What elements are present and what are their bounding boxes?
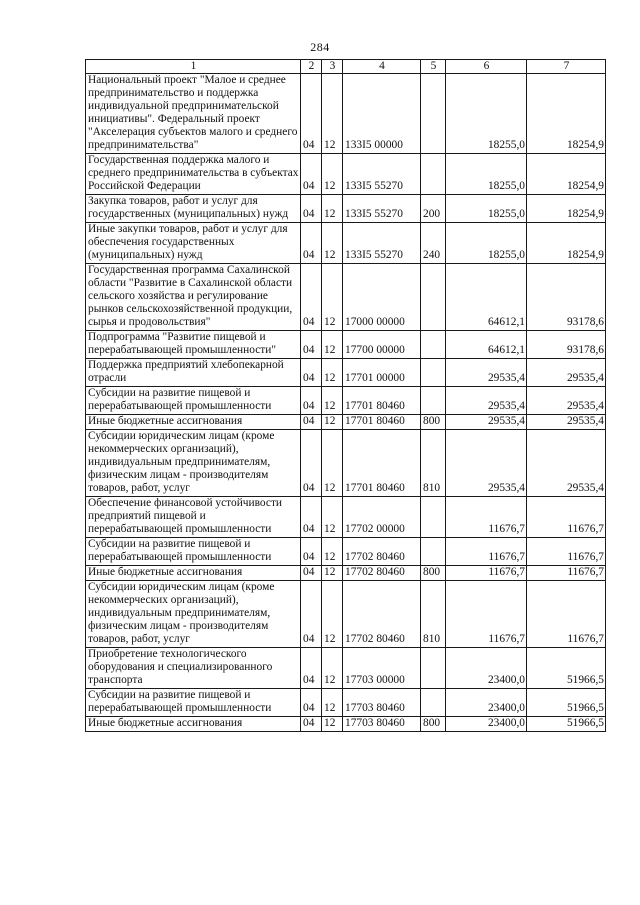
row-expense-type bbox=[421, 331, 446, 359]
table-row bbox=[86, 74, 606, 154]
row-target-article: 17700 00000 bbox=[343, 331, 421, 359]
row-amount-2: 18254,9 bbox=[527, 195, 606, 223]
row-target-article: 17702 80460 bbox=[343, 581, 421, 648]
row-subsection-code: 12 bbox=[322, 223, 343, 264]
row-name: Государственная программа Сахалинской области "Развитие в Сахалинской области сельского хозяйства и регулирование рынков сельскохозяйственной продукции, сырья и продовольствия" bbox=[86, 264, 301, 331]
table-row bbox=[86, 331, 606, 359]
table-row bbox=[86, 581, 606, 648]
row-name: Иные закупки товаров, работ и услуг для обеспечения государственных (муниципальных) нужд bbox=[86, 223, 301, 264]
row-expense-type: 810 bbox=[421, 581, 446, 648]
row-target-article: 17701 00000 bbox=[343, 359, 421, 387]
row-subsection-code: 12 bbox=[322, 387, 343, 415]
row-section-code: 04 bbox=[301, 717, 322, 732]
row-name: Государственная поддержка малого и среднего предпринимательства в субъектах Российской Федерации bbox=[86, 154, 301, 195]
row-name: Субсидии на развитие пищевой и перерабатывающей промышленности bbox=[86, 387, 301, 415]
row-expense-type bbox=[421, 387, 446, 415]
row-amount-1: 11676,7 bbox=[446, 538, 527, 566]
page-number: 284 bbox=[310, 40, 330, 54]
row-amount-2: 11676,7 bbox=[527, 566, 606, 581]
row-section-code: 04 bbox=[301, 223, 322, 264]
row-amount-1: 29535,4 bbox=[446, 359, 527, 387]
row-target-article: 17701 80460 bbox=[343, 430, 421, 497]
row-subsection-code: 12 bbox=[322, 430, 343, 497]
table-row bbox=[86, 154, 606, 195]
row-amount-2: 18254,9 bbox=[527, 223, 606, 264]
table-row bbox=[86, 497, 606, 538]
row-expense-type bbox=[421, 497, 446, 538]
row-name: Иные бюджетные ассигнования bbox=[86, 717, 301, 732]
budget-table bbox=[85, 59, 606, 732]
row-section-code: 04 bbox=[301, 387, 322, 415]
row-subsection-code: 12 bbox=[322, 74, 343, 154]
row-name: Субсидии юридическим лицам (кроме некоммерческих организаций), индивидуальным предпринимателям, физическим лицам - производителям товаров, работ, услуг bbox=[86, 430, 301, 497]
row-amount-2: 93178,6 bbox=[527, 331, 606, 359]
row-amount-1: 11676,7 bbox=[446, 497, 527, 538]
row-subsection-code: 12 bbox=[322, 538, 343, 566]
header-col-2: 2 bbox=[301, 60, 322, 74]
row-section-code: 04 bbox=[301, 359, 322, 387]
row-name: Субсидии на развитие пищевой и перерабатывающей промышленности bbox=[86, 689, 301, 717]
row-name: Подпрограмма "Развитие пищевой и перерабатывающей промышленности" bbox=[86, 331, 301, 359]
row-section-code: 04 bbox=[301, 415, 322, 430]
row-subsection-code: 12 bbox=[322, 648, 343, 689]
row-expense-type bbox=[421, 648, 446, 689]
row-expense-type bbox=[421, 689, 446, 717]
row-section-code: 04 bbox=[301, 154, 322, 195]
row-amount-2: 51966,5 bbox=[527, 689, 606, 717]
row-amount-2: 29535,4 bbox=[527, 387, 606, 415]
row-section-code: 04 bbox=[301, 566, 322, 581]
row-expense-type: 800 bbox=[421, 415, 446, 430]
row-amount-2: 11676,7 bbox=[527, 538, 606, 566]
row-section-code: 04 bbox=[301, 538, 322, 566]
row-subsection-code: 12 bbox=[322, 717, 343, 732]
row-amount-2: 29535,4 bbox=[527, 359, 606, 387]
row-target-article: 17701 80460 bbox=[343, 387, 421, 415]
row-name: Закупка товаров, работ и услуг для государственных (муниципальных) нужд bbox=[86, 195, 301, 223]
row-amount-2: 51966,5 bbox=[527, 648, 606, 689]
row-subsection-code: 12 bbox=[322, 264, 343, 331]
row-amount-1: 18255,0 bbox=[446, 195, 527, 223]
row-section-code: 04 bbox=[301, 689, 322, 717]
row-target-article: 133I5 55270 bbox=[343, 223, 421, 264]
table-row bbox=[86, 566, 606, 581]
row-amount-2: 51966,5 bbox=[527, 717, 606, 732]
row-subsection-code: 12 bbox=[322, 689, 343, 717]
row-subsection-code: 12 bbox=[322, 581, 343, 648]
row-expense-type: 800 bbox=[421, 717, 446, 732]
header-col-6: 6 bbox=[446, 60, 527, 74]
row-section-code: 04 bbox=[301, 581, 322, 648]
row-amount-1: 29535,4 bbox=[446, 387, 527, 415]
row-amount-2: 93178,6 bbox=[527, 264, 606, 331]
row-amount-1: 23400,0 bbox=[446, 648, 527, 689]
table-row bbox=[86, 223, 606, 264]
row-section-code: 04 bbox=[301, 430, 322, 497]
header-row bbox=[86, 60, 606, 74]
row-amount-1: 18255,0 bbox=[446, 154, 527, 195]
row-amount-2: 29535,4 bbox=[527, 430, 606, 497]
row-name: Субсидии на развитие пищевой и перерабатывающей промышленности bbox=[86, 538, 301, 566]
row-subsection-code: 12 bbox=[322, 359, 343, 387]
row-expense-type: 240 bbox=[421, 223, 446, 264]
header-col-1: 1 bbox=[86, 60, 301, 74]
row-subsection-code: 12 bbox=[322, 154, 343, 195]
row-amount-1: 18255,0 bbox=[446, 74, 527, 154]
row-amount-1: 64612,1 bbox=[446, 331, 527, 359]
row-expense-type: 800 bbox=[421, 566, 446, 581]
row-name: Иные бюджетные ассигнования bbox=[86, 566, 301, 581]
row-subsection-code: 12 bbox=[322, 497, 343, 538]
table-row bbox=[86, 689, 606, 717]
row-amount-2: 11676,7 bbox=[527, 497, 606, 538]
row-target-article: 17702 80460 bbox=[343, 566, 421, 581]
table-row bbox=[86, 359, 606, 387]
row-target-article: 17702 80460 bbox=[343, 538, 421, 566]
row-expense-type: 200 bbox=[421, 195, 446, 223]
row-amount-1: 64612,1 bbox=[446, 264, 527, 331]
row-expense-type bbox=[421, 154, 446, 195]
row-amount-2: 11676,7 bbox=[527, 581, 606, 648]
row-subsection-code: 12 bbox=[322, 415, 343, 430]
row-subsection-code: 12 bbox=[322, 331, 343, 359]
table-row bbox=[86, 648, 606, 689]
row-section-code: 04 bbox=[301, 648, 322, 689]
row-name: Приобретение технологического оборудования и специализированного транспорта bbox=[86, 648, 301, 689]
row-section-code: 04 bbox=[301, 195, 322, 223]
header-col-4: 4 bbox=[343, 60, 421, 74]
row-amount-1: 11676,7 bbox=[446, 581, 527, 648]
row-target-article: 17702 00000 bbox=[343, 497, 421, 538]
row-amount-1: 29535,4 bbox=[446, 430, 527, 497]
row-amount-1: 29535,4 bbox=[446, 415, 527, 430]
row-section-code: 04 bbox=[301, 264, 322, 331]
row-target-article: 17703 00000 bbox=[343, 648, 421, 689]
header-col-3: 3 bbox=[322, 60, 343, 74]
row-expense-type: 810 bbox=[421, 430, 446, 497]
table-row bbox=[86, 538, 606, 566]
row-name: Поддержка предприятий хлебопекарной отрасли bbox=[86, 359, 301, 387]
row-amount-1: 11676,7 bbox=[446, 566, 527, 581]
row-amount-2: 29535,4 bbox=[527, 415, 606, 430]
row-section-code: 04 bbox=[301, 497, 322, 538]
row-section-code: 04 bbox=[301, 331, 322, 359]
row-target-article: 17000 00000 bbox=[343, 264, 421, 331]
row-name: Иные бюджетные ассигнования bbox=[86, 415, 301, 430]
table-row bbox=[86, 264, 606, 331]
row-amount-1: 23400,0 bbox=[446, 689, 527, 717]
table-body bbox=[86, 74, 606, 732]
row-subsection-code: 12 bbox=[322, 195, 343, 223]
row-amount-2: 18254,9 bbox=[527, 74, 606, 154]
row-name: Обеспечение финансовой устойчивости предприятий пищевой и перерабатывающей промышленности bbox=[86, 497, 301, 538]
table-row bbox=[86, 430, 606, 497]
table-row bbox=[86, 717, 606, 732]
row-target-article: 17703 80460 bbox=[343, 717, 421, 732]
row-expense-type bbox=[421, 74, 446, 154]
row-expense-type bbox=[421, 359, 446, 387]
table-row bbox=[86, 195, 606, 223]
row-target-article: 17701 80460 bbox=[343, 415, 421, 430]
table-row bbox=[86, 387, 606, 415]
row-target-article: 17703 80460 bbox=[343, 689, 421, 717]
row-subsection-code: 12 bbox=[322, 566, 343, 581]
table-row bbox=[86, 415, 606, 430]
row-name: Субсидии юридическим лицам (кроме некоммерческих организаций), индивидуальным предпринимателям, физическим лицам - производителям товаров, работ, услуг bbox=[86, 581, 301, 648]
row-target-article: 133I5 00000 bbox=[343, 74, 421, 154]
row-target-article: 133I5 55270 bbox=[343, 154, 421, 195]
row-expense-type bbox=[421, 264, 446, 331]
row-section-code: 04 bbox=[301, 74, 322, 154]
row-amount-2: 18254,9 bbox=[527, 154, 606, 195]
row-amount-1: 23400,0 bbox=[446, 717, 527, 732]
row-amount-1: 18255,0 bbox=[446, 223, 527, 264]
row-expense-type bbox=[421, 538, 446, 566]
row-name: Национальный проект "Малое и среднее предпринимательство и поддержка индивидуальной предпринимательской инициативы". Федеральный проект "Акселерация субъектов малого и среднего предпринимательства" bbox=[86, 74, 301, 154]
row-target-article: 133I5 55270 bbox=[343, 195, 421, 223]
header-col-5: 5 bbox=[421, 60, 446, 74]
header-col-7: 7 bbox=[527, 60, 606, 74]
